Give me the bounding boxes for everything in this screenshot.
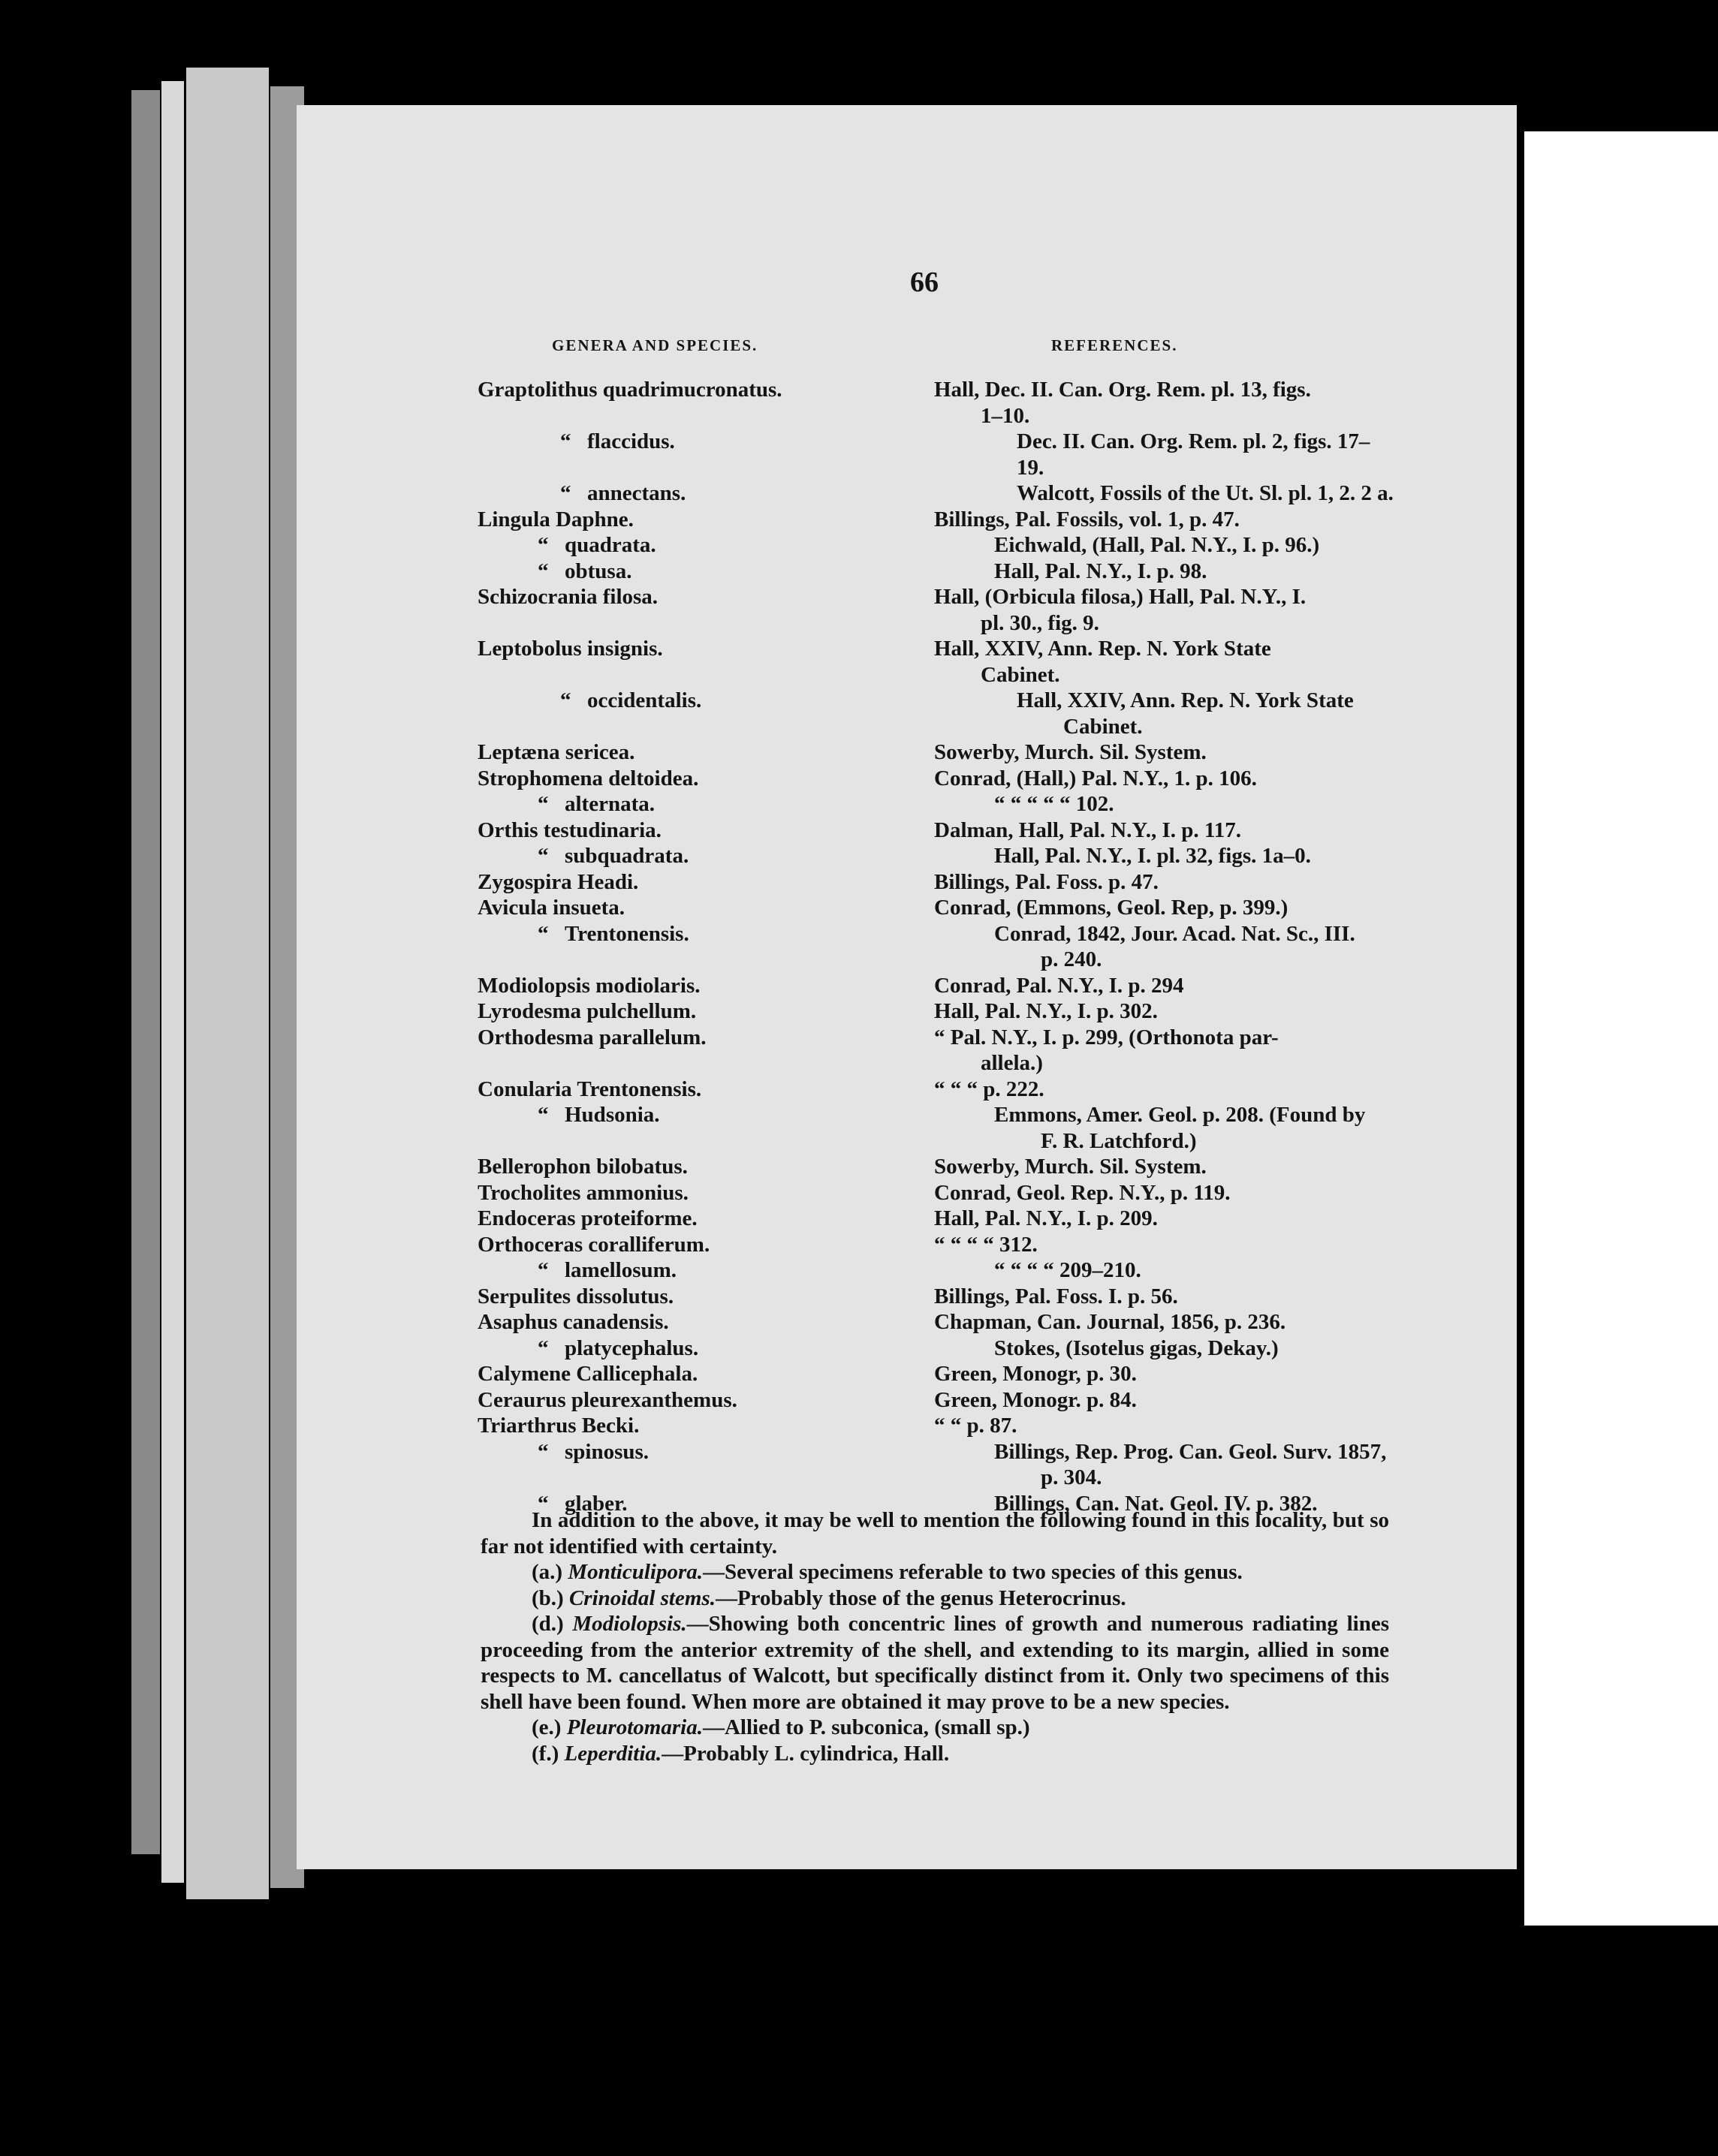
- note-text: —Several specimens referable to two species of this genus.: [703, 1560, 1243, 1584]
- species-name: [478, 559, 988, 585]
- reference-continuation: Cabinet.: [981, 662, 1060, 687]
- species-name: [478, 1180, 928, 1206]
- species-name: [478, 921, 988, 973]
- species-name: [478, 507, 928, 533]
- species-label: Hudsonia.: [565, 1103, 660, 1127]
- table-row: [478, 1439, 1394, 1491]
- reference: [988, 1102, 1394, 1154]
- species-label: quadrata.: [565, 533, 656, 557]
- table-row: [478, 1284, 1394, 1310]
- ditto-mark: “: [538, 921, 549, 946]
- species-label: Trocholites ammonius.: [478, 1180, 689, 1205]
- table-row: [478, 507, 1394, 533]
- species-name: [478, 532, 988, 559]
- reference: [928, 1387, 1394, 1414]
- reference: [988, 1257, 1394, 1284]
- note-items: [481, 1559, 1389, 1766]
- reference-text: Billings, Pal. Fossils, vol. 1, p. 47.: [934, 507, 1240, 531]
- reference-text: Green, Monogr. p. 84.: [934, 1387, 1137, 1412]
- table-row: [478, 1232, 1394, 1258]
- reference-text: Hall, Pal. N.Y., I. p. 302.: [934, 999, 1158, 1023]
- species-name: [478, 766, 928, 792]
- ditto-mark: “: [560, 688, 571, 712]
- reference: [928, 973, 1394, 999]
- references-column-header: REFERENCES.: [1051, 336, 1178, 354]
- reference: [928, 739, 1394, 766]
- note-item: [481, 1715, 1389, 1741]
- ditto-mark: “: [538, 1491, 549, 1516]
- reference-text: “ Pal. N.Y., I. p. 299, (Orthonota par-: [934, 1025, 1279, 1049]
- table-row: [478, 1413, 1394, 1439]
- species-label: Lingula Daphne.: [478, 507, 634, 531]
- species-label: Modiolopsis modiolaris.: [478, 973, 701, 998]
- species-name: [478, 1309, 928, 1335]
- note-genus: Crinoidal stems.: [568, 1585, 716, 1610]
- table-row: [478, 1309, 1394, 1335]
- species-name: [478, 973, 928, 999]
- reference: [928, 818, 1394, 844]
- reference-text: Billings, Pal. Foss. p. 47.: [934, 869, 1159, 894]
- reference: [1011, 688, 1394, 739]
- reference-text: Conrad, 1842, Jour. Acad. Nat. Sc., III.: [994, 921, 1355, 946]
- table-row: [478, 429, 1394, 480]
- species-label: occidentalis.: [587, 688, 702, 712]
- table-row: [478, 998, 1394, 1025]
- reference-text: Hall, Pal. N.Y., I. p. 209.: [934, 1206, 1158, 1230]
- reference-text: Eichwald, (Hall, Pal. N.Y., I. p. 96.): [994, 533, 1320, 557]
- ditto-mark: “: [538, 1103, 549, 1127]
- ditto-mark: “: [538, 559, 549, 583]
- table-row: [478, 1154, 1394, 1180]
- reference: [928, 998, 1394, 1025]
- reference: [928, 895, 1394, 921]
- reference-text: Green, Monogr, p. 30.: [934, 1362, 1137, 1386]
- note-genus: Leperditia.: [564, 1741, 662, 1766]
- reference: [928, 766, 1394, 792]
- reference: [928, 1154, 1394, 1180]
- species-label: spinosus.: [565, 1439, 650, 1464]
- table-row: [478, 766, 1394, 792]
- species-label: Bellerophon bilobatus.: [478, 1155, 688, 1179]
- table-row: [478, 1335, 1394, 1362]
- species-name: [478, 1076, 928, 1103]
- reference: [988, 791, 1394, 818]
- note-genus: Monticulipora.: [568, 1560, 704, 1584]
- species-column-header: GENERA AND SPECIES.: [552, 336, 758, 354]
- reference-text: Sowerby, Murch. Sil. System.: [934, 740, 1207, 764]
- note-item: [481, 1741, 1389, 1767]
- species-label: subquadrata.: [565, 844, 689, 868]
- table-row: [478, 584, 1394, 636]
- ditto-mark: “: [538, 1335, 549, 1360]
- table-row: [478, 973, 1394, 999]
- species-name: [478, 1206, 928, 1232]
- table-row: [478, 921, 1394, 973]
- reference-continuation: F. R. Latchford.): [1041, 1128, 1197, 1153]
- reference: [928, 636, 1394, 688]
- species-label: Orthoceras coralliferum.: [478, 1232, 710, 1257]
- table-row: [478, 1102, 1394, 1154]
- reference-text: “ “ “ p. 222.: [934, 1076, 1044, 1101]
- species-name: [478, 869, 928, 896]
- ditto-mark: “: [538, 792, 549, 816]
- note-text: —Probably L. cylindrica, Hall.: [662, 1741, 950, 1766]
- reference-continuation: pl. 30., fig. 9.: [981, 610, 1099, 635]
- reference: [988, 532, 1394, 559]
- reference-text: “ “ “ “ 209–210.: [994, 1258, 1141, 1282]
- species-label: glaber.: [565, 1491, 628, 1516]
- table-row: [478, 1387, 1394, 1414]
- reference-text: Stokes, (Isotelus gigas, Dekay.): [994, 1335, 1279, 1360]
- table-row: [478, 1180, 1394, 1206]
- reference: [1011, 429, 1394, 480]
- table-row: [478, 869, 1394, 896]
- reference-continuation: Cabinet.: [1063, 714, 1143, 739]
- species-label: Strophomena deltoidea.: [478, 766, 699, 790]
- reference-text: Billings, Rep. Prog. Can. Geol. Surv. 1857,: [994, 1439, 1387, 1464]
- page-number: 66: [910, 266, 939, 298]
- species-label: Serpulites dissolutus.: [478, 1284, 674, 1308]
- species-label: Conularia Trentonensis.: [478, 1076, 702, 1101]
- table-row: [478, 377, 1394, 429]
- species-label: Leptobolus insignis.: [478, 637, 663, 661]
- reference: [988, 559, 1394, 585]
- reference-text: Sowerby, Murch. Sil. System.: [934, 1155, 1207, 1179]
- reference-text: Billings, Pal. Foss. I. p. 56.: [934, 1284, 1178, 1308]
- reference: [988, 921, 1394, 973]
- species-name: [478, 1025, 928, 1076]
- note-letter: (d.): [532, 1612, 564, 1636]
- species-name: [478, 429, 1011, 480]
- species-label: Orthis testudinaria.: [478, 818, 662, 842]
- reference: [928, 1206, 1394, 1232]
- table-row: [478, 818, 1394, 844]
- reference: [928, 1309, 1394, 1335]
- reference-text: Conrad, Geol. Rep. N.Y., p. 119.: [934, 1180, 1231, 1205]
- additional-notes: [481, 1507, 1389, 1766]
- reference-text: Hall, XXIV, Ann. Rep. N. York State: [934, 637, 1271, 661]
- species-label: flaccidus.: [587, 429, 675, 453]
- species-name: [478, 584, 928, 636]
- species-label: Schizocrania filosa.: [478, 585, 659, 609]
- reference-text: Chapman, Can. Journal, 1856, p. 236.: [934, 1310, 1286, 1334]
- species-name: [478, 1413, 928, 1439]
- table-row: [478, 480, 1394, 507]
- book-edge-outer: [131, 90, 160, 1854]
- species-name: [478, 1335, 988, 1362]
- note-item: [481, 1559, 1389, 1585]
- species-name: [478, 1102, 988, 1154]
- ditto-mark: “: [538, 1258, 549, 1282]
- ditto-mark: “: [538, 533, 549, 557]
- species-label: Avicula insueta.: [478, 896, 625, 920]
- table-row: [478, 843, 1394, 869]
- reference-text: Hall, (Orbicula filosa,) Hall, Pal. N.Y., I.: [934, 585, 1307, 609]
- reference: [928, 1076, 1394, 1103]
- reference: [988, 1439, 1394, 1491]
- note-letter: (a.): [532, 1560, 563, 1584]
- table-row: [478, 739, 1394, 766]
- reference-text: Emmons, Amer. Geol. p. 208. (Found by: [994, 1103, 1366, 1127]
- note-text: —Allied to P. subconica, (small sp.): [702, 1715, 1030, 1739]
- reference: [988, 1335, 1394, 1362]
- species-label: annectans.: [587, 481, 686, 505]
- species-name: [478, 377, 928, 429]
- species-label: Trentonensis.: [565, 921, 689, 946]
- note-genus: Modiolopsis.: [572, 1612, 687, 1636]
- species-label: obtusa.: [565, 559, 632, 583]
- reference-continuation: allela.): [981, 1051, 1043, 1075]
- species-label: platycephalus.: [565, 1335, 699, 1360]
- ditto-mark: “: [560, 481, 571, 505]
- reference: [928, 1025, 1394, 1076]
- species-reference-table: [478, 377, 1394, 1516]
- table-row: [478, 636, 1394, 688]
- note-text: —Probably those of the genus Heterocrinus.: [715, 1585, 1126, 1610]
- table-row: [478, 1257, 1394, 1284]
- table-row: [478, 1206, 1394, 1232]
- species-label: Graptolithus quadrimucronatus.: [478, 378, 782, 402]
- reference-continuation: p. 240.: [1041, 947, 1102, 971]
- species-name: [478, 791, 988, 818]
- species-name: [478, 1387, 928, 1414]
- reference: [928, 584, 1394, 636]
- notes-intro: In addition to the above, it may be well to mention the following found in this locality, but so far not identified with certainty.: [481, 1508, 1389, 1558]
- species-label: Ceraurus pleurexanthemus.: [478, 1387, 737, 1412]
- species-name: [478, 1439, 988, 1491]
- species-label: Calymene Callicephala.: [478, 1362, 698, 1386]
- reference-text: “ “ “ “ “ 102.: [994, 792, 1114, 816]
- ditto-mark: “: [560, 429, 571, 453]
- reference-text: “ “ “ “ 312.: [934, 1232, 1038, 1257]
- table-row: [478, 532, 1394, 559]
- species-name: [478, 1284, 928, 1310]
- species-name: [478, 688, 1011, 739]
- reference: [928, 869, 1394, 896]
- species-name: [478, 818, 928, 844]
- book-edge-pages: [186, 68, 269, 1899]
- note-letter: (f.): [532, 1741, 559, 1766]
- ditto-mark: “: [538, 844, 549, 868]
- species-name: [478, 1257, 988, 1284]
- note-letter: (b.): [532, 1585, 564, 1610]
- species-name: [478, 636, 928, 688]
- reference: [1011, 480, 1394, 507]
- reference-continuation: 1–10.: [981, 403, 1030, 428]
- reference-text: Hall, Pal. N.Y., I. p. 98.: [994, 559, 1207, 583]
- reference-text: “ “ p. 87.: [934, 1414, 1017, 1438]
- table-row: [478, 559, 1394, 585]
- table-row: [478, 1076, 1394, 1103]
- reference: [928, 1361, 1394, 1387]
- table-row: [478, 688, 1394, 739]
- reference: [928, 377, 1394, 429]
- note-letter: (e.): [532, 1715, 562, 1739]
- species-label: Endoceras proteiforme.: [478, 1206, 698, 1230]
- reference: [928, 1232, 1394, 1258]
- note-text: —Showing both concentric lines of growth and numerous radiating lines proceeding from the anterior extremity of the shell, and extending to its margin, allied in some respects to M. cancellatus of Walcott, but specifically distinct from it. Only two specimens of this shell have been found. When more are obtained it may prove to be a new species.: [481, 1612, 1389, 1714]
- species-label: Asaphus canadensis.: [478, 1310, 669, 1334]
- reference-text: Conrad, (Hall,) Pal. N.Y., 1. p. 106.: [934, 766, 1257, 790]
- reference-text: Conrad, (Emmons, Geol. Rep, p. 399.): [934, 896, 1288, 920]
- species-name: [478, 1154, 928, 1180]
- reference: [988, 843, 1394, 869]
- reference-text: Hall, Pal. N.Y., I. pl. 32, figs. 1a–0.: [994, 844, 1311, 868]
- reference: [928, 507, 1394, 533]
- reference-text: Dec. II. Can. Org. Rem. pl. 2, figs. 17–19.: [1017, 429, 1370, 480]
- reference-text: Hall, XXIV, Ann. Rep. N. York State: [1017, 688, 1354, 712]
- book-edge-light: [161, 81, 184, 1883]
- table-row: [478, 791, 1394, 818]
- species-name: [478, 843, 988, 869]
- facing-page: [1524, 131, 1718, 1926]
- note-item: [481, 1611, 1389, 1715]
- species-name: [478, 895, 928, 921]
- reference-text: Conrad, Pal. N.Y., I. p. 294: [934, 973, 1184, 998]
- reference: [928, 1413, 1394, 1439]
- species-label: Zygospira Headi.: [478, 869, 639, 894]
- reference: [928, 1284, 1394, 1310]
- table-row: [478, 1361, 1394, 1387]
- species-name: [478, 998, 928, 1025]
- note-genus: Pleurotomaria.: [566, 1715, 703, 1739]
- reference-text: Billings, Can. Nat. Geol. IV. p. 382.: [994, 1491, 1318, 1516]
- species-label: alternata.: [565, 792, 655, 816]
- reference-text: Hall, Dec. II. Can. Org. Rem. pl. 13, figs.: [934, 378, 1311, 402]
- reference: [928, 1180, 1394, 1206]
- table-row: [478, 1025, 1394, 1076]
- reference-text: Dalman, Hall, Pal. N.Y., I. p. 117.: [934, 818, 1242, 842]
- species-label: lamellosum.: [565, 1258, 677, 1282]
- species-label: Leptæna sericea.: [478, 740, 635, 764]
- reference-continuation: p. 304.: [1041, 1465, 1102, 1489]
- species-label: Triarthrus Becki.: [478, 1414, 640, 1438]
- ditto-mark: “: [538, 1439, 549, 1464]
- species-name: [478, 1361, 928, 1387]
- species-name: [478, 1232, 928, 1258]
- reference-text: Walcott, Fossils of the Ut. Sl. pl. 1, 2. 2 a.: [1017, 481, 1394, 505]
- species-name: [478, 480, 1011, 507]
- species-label: Lyrodesma pulchellum.: [478, 999, 697, 1023]
- table-row: [478, 895, 1394, 921]
- note-item: [481, 1585, 1389, 1612]
- species-name: [478, 739, 928, 766]
- species-label: Orthodesma parallelum.: [478, 1025, 707, 1049]
